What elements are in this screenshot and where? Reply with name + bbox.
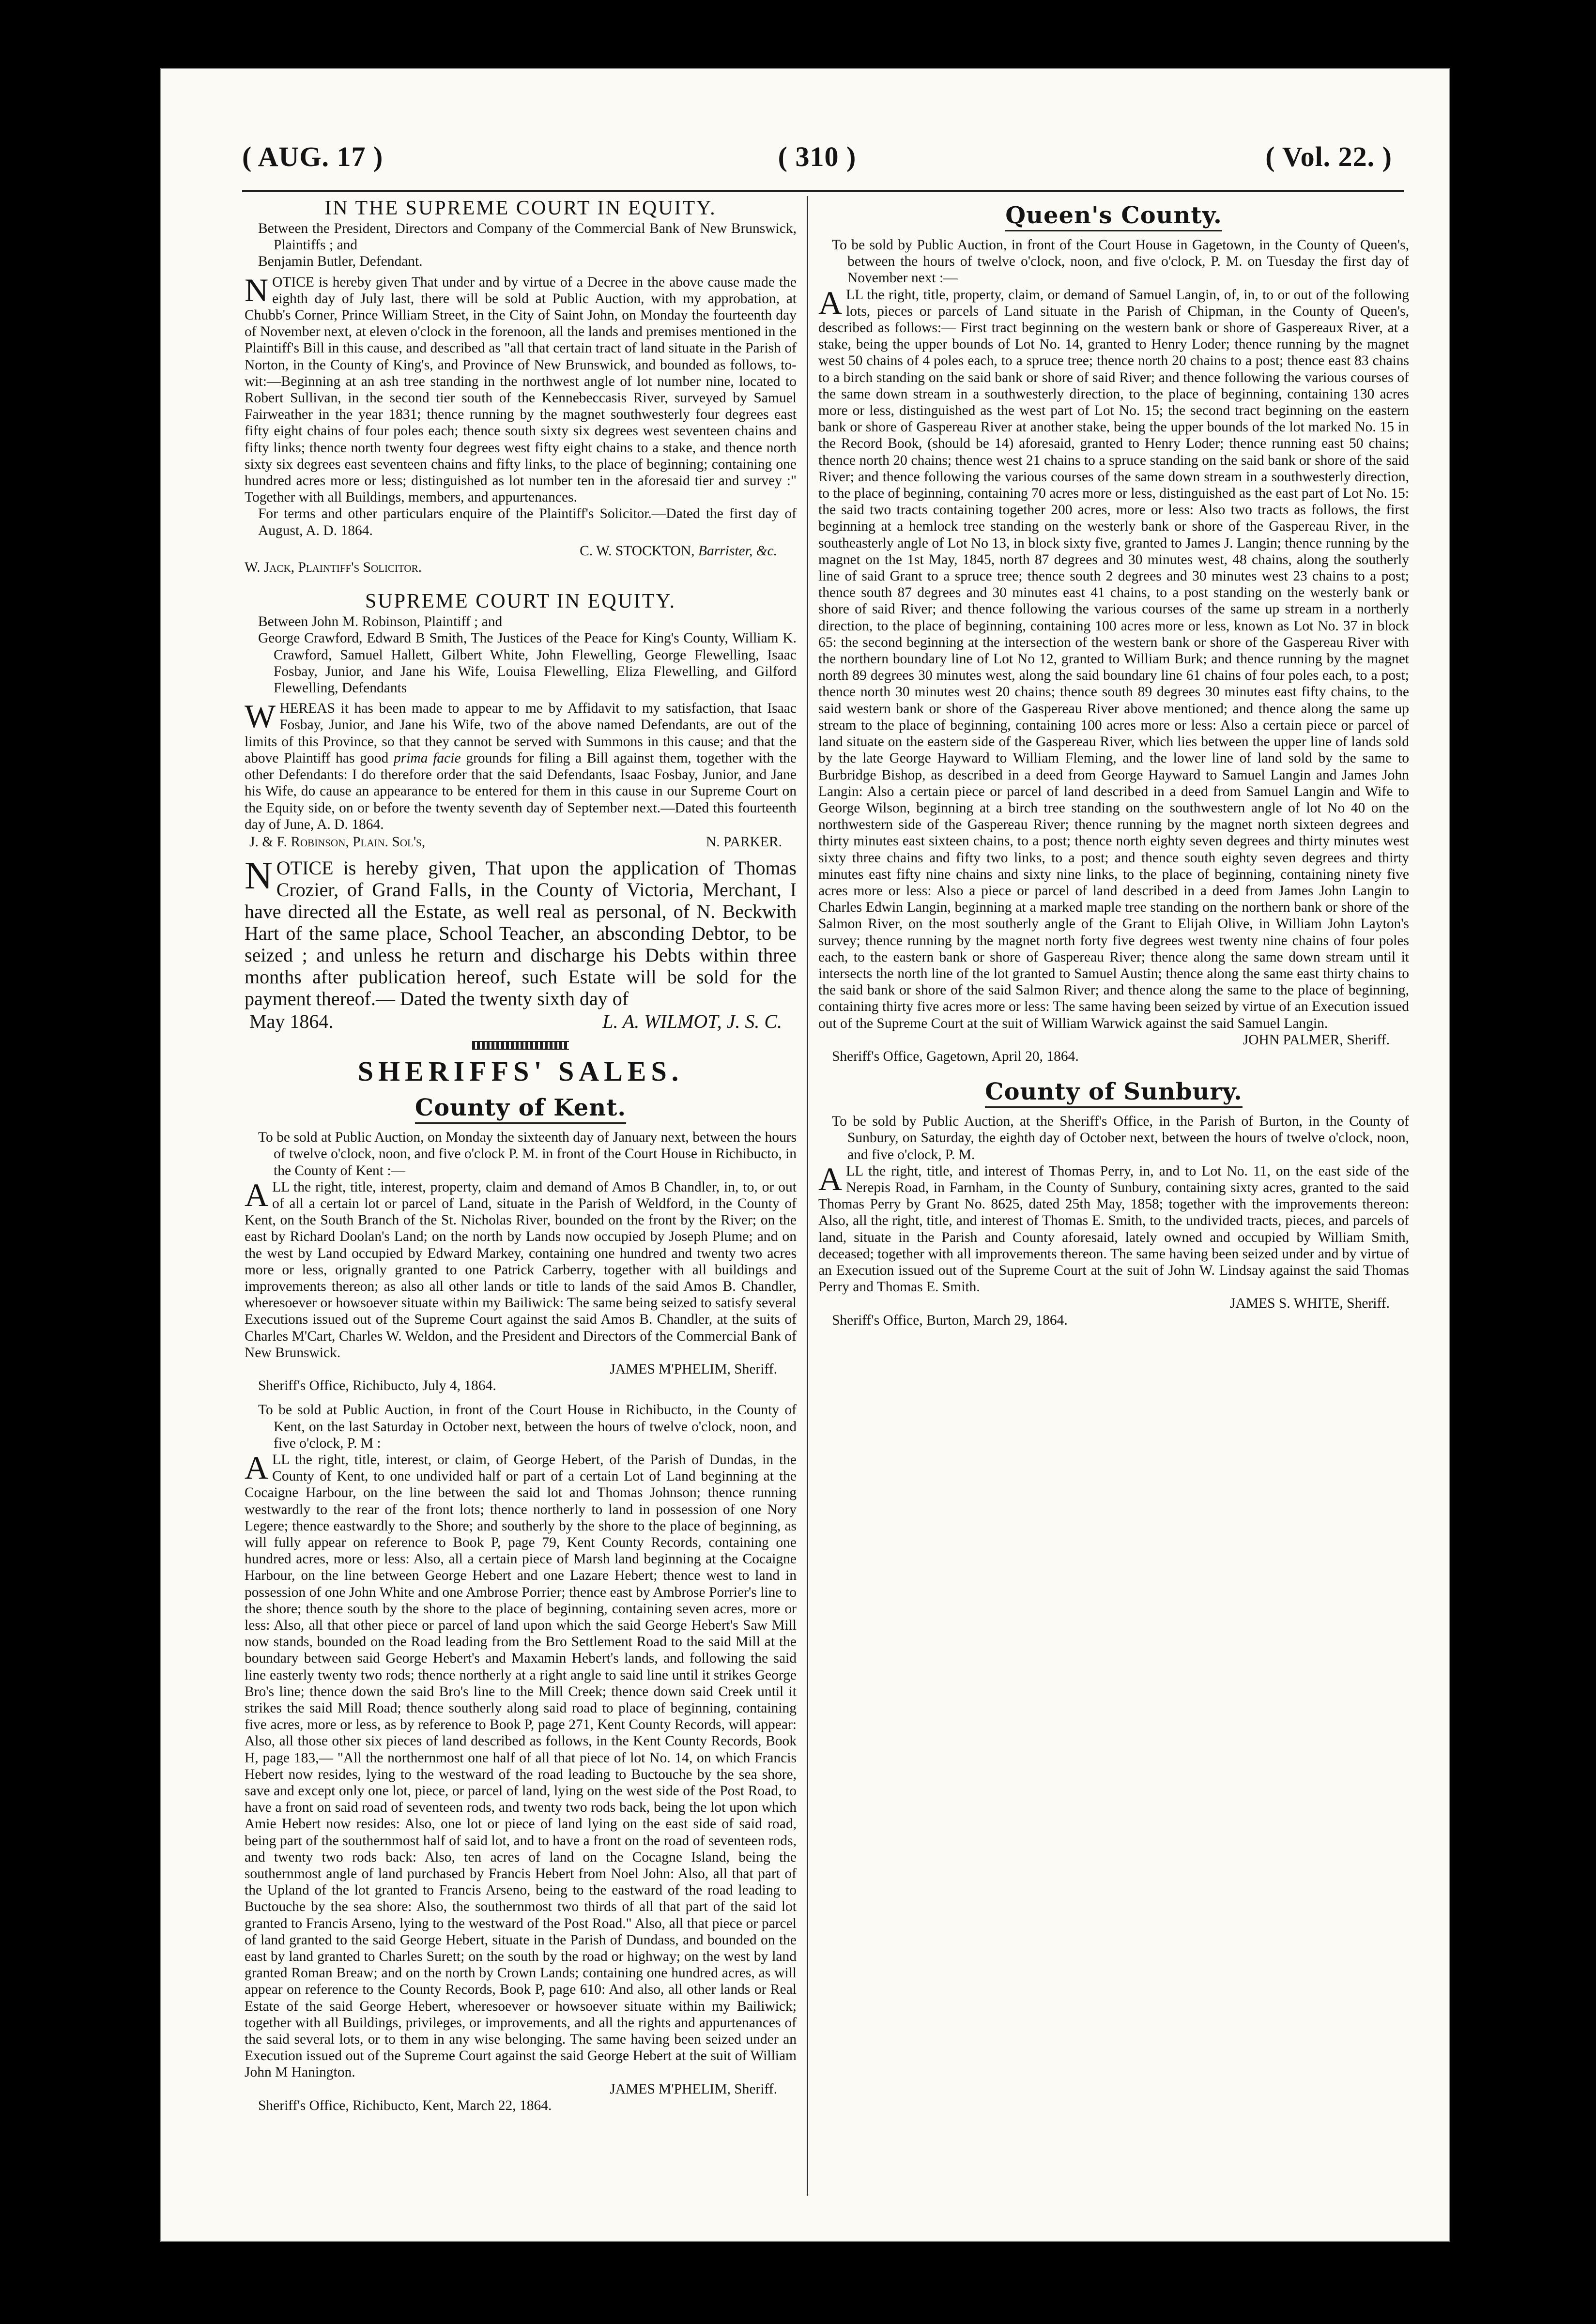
drop-initial: N bbox=[245, 855, 273, 898]
notice-terms: For terms and other particulars enquire of the Plaintiff's Solicitor.—Dated the first day of August, A. D. 1864. bbox=[258, 506, 797, 538]
page-header bbox=[242, 140, 1392, 179]
left-column bbox=[245, 196, 797, 2196]
drop-initial: A bbox=[818, 1160, 843, 1197]
notice-solicitor: W. Jack, Plaintiff's Solicitor. bbox=[245, 560, 422, 576]
county-heading-kent: County of Kent. bbox=[245, 1092, 797, 1123]
notice-heading: IN THE SUPREME COURT IN EQUITY. bbox=[324, 197, 717, 219]
notice-signature-row bbox=[245, 834, 797, 850]
sale-body: ALL the right, title, and interest of Thomas Perry, in, and to Lot No. 11, on the east side of the Nerepis Road, in Farnham, in the County of Sunbury, containing sixty acres, granted to the said Thomas Perry by Grant No. 8625, dated 25th May, 1858; together with the improvements thereon: Also, all the right, title, and interest of Thomas E. Smith, to the undivided tracts, pieces, and parcels of land, situate in the Parish and County aforesaid, lately owned and occupied by William Smith, deceased; together with all improvements thereon. The same having been seized under and by virtue of an Execution issued out of the Supreme Court at the suit of John W. Lindsay against the said Thomas Perry and Thomas E. Smith. bbox=[818, 1160, 1409, 1295]
notice-signer: N. PARKER. bbox=[706, 834, 782, 850]
sale-intro: To be sold by Public Auction, at the Sheriff's Office, in the Parish of Burton, in the County of Sunbury, on Saturday, the eighth day of October next, between the hours of twelve o'clock, noon, and five o'clock, P. M. bbox=[832, 1114, 1409, 1162]
sale-office: Sheriff's Office, Richibucto, July 4, 1864. bbox=[258, 1378, 496, 1394]
county-heading-queens: Queen's County. bbox=[818, 200, 1409, 231]
notice-signature-row bbox=[245, 1010, 797, 1032]
equity-notice-robinson bbox=[245, 589, 797, 850]
newspaper-page bbox=[160, 68, 1450, 2242]
notice-parties: Between the President, Directors and Company of the Commercial Bank of New Brunswick, Plaintiffs ; and bbox=[258, 221, 797, 253]
sale-signer: JOHN PALMER, Sheriff. bbox=[1243, 1032, 1390, 1048]
equity-notice-commercial-bank bbox=[245, 196, 797, 576]
notice-heading: SUPREME COURT IN EQUITY. bbox=[365, 590, 676, 613]
right-column bbox=[818, 196, 1409, 2196]
queens-sale-langin bbox=[818, 237, 1409, 1065]
kent-sale-hebert bbox=[245, 1402, 797, 2114]
sale-office: Sheriff's Office, Burton, March 29, 1864. bbox=[832, 1312, 1068, 1328]
sale-signer: JAMES M'PHELIM, Sheriff. bbox=[610, 1361, 777, 1377]
notice-defendant: Benjamin Butler, Defendant. bbox=[258, 254, 423, 270]
drop-initial: N bbox=[245, 271, 269, 308]
notice-defendants: George Crawford, Edward B Smith, The Justices of the Peace for King's County, William K. Crawford, Samuel Hallett, Gilbert White, John Flewelling, George Flewelling, Isaac Fosbay, Junior, and Jane his Wife, Louisa Flewelling, Eliza Flewelling, and Gilford Flewelling, Defendants bbox=[258, 630, 797, 696]
drop-initial: A bbox=[245, 1176, 269, 1213]
drop-initial: W bbox=[245, 698, 276, 735]
sale-body: ALL the right, title, interest, property, claim and demand of Amos B Chandler, in, to, or out of all a certain lot or parcel of Land, situate in the Parish of Weldford, in the County of Kent, on the South Branch of the St. Nicholas River, bounded on the front by the River; on the east by Richard Doolan's Land; on the north by Lands now occupied by Joseph Plume; and on the west by Land occupied by Edward Markey, containing one hundred and twenty two acres more or less, orignally granted to one Patrick Carberry, together with all buildings and improvements thereon; as also all other lands or title to lands of the said Amos B. Chandler, wheresoever or howsoever situate within my Bailiwick: The same being seized to satisfy several Executions issued out of the Supreme Court against the said Amos B. Chandler, at the suits of Charles M'Cart, Charles W. Weldon, and the President and Directors of the Commercial Bank of New Brunswick. bbox=[245, 1176, 797, 1361]
sale-office: Sheriff's Office, Richibucto, Kent, March 22, 1864. bbox=[258, 2097, 552, 2113]
volume-number: ( Vol. 22. ) bbox=[1265, 141, 1392, 172]
sale-signer: JAMES M'PHELIM, Sheriff. bbox=[610, 2081, 777, 2097]
header-rule bbox=[242, 190, 1404, 192]
drop-initial: A bbox=[818, 284, 843, 321]
ornamental-rule bbox=[472, 1041, 569, 1050]
notice-signer: L. A. WILMOT, J. S. C. bbox=[602, 1010, 782, 1033]
sale-intro: To be sold at Public Auction, on Monday the sixteenth day of January next, between the hours of twelve o'clock, noon, and five o'clock P. M. in front of the Court House in Richibucto, in the County of Kent :— bbox=[258, 1130, 797, 1178]
county-heading-sunbury: County of Sunbury. bbox=[818, 1076, 1409, 1107]
sale-office: Sheriff's Office, Gagetown, April 20, 1864. bbox=[832, 1048, 1079, 1064]
notice-body: WHEREAS it has been made to appear to me by Affidavit to my satisfaction, that Isaac Fosbay, Junior, and Jane his Wife, two of the above named Defendants, are out of the limits of this Province, so that they cannot be served with Summons in this cause; and that the above Plaintiff has good prima facie grounds for filing a Bill against them, together with the other Defendants: I do therefore order that the said Defendants, Isaac Fosbay, Junior, and Jane his Wife, do cause an appearance to be entered for them in this cause in our Supreme Court on the Equity side, on or before the twenty seventh day of September next.—Dated this fourteenth day of June, A. D. 1864. bbox=[245, 698, 797, 832]
sale-signer: JAMES S. WHITE, Sheriff. bbox=[1230, 1296, 1390, 1312]
drop-initial: A bbox=[245, 1449, 269, 1486]
sunbury-sale-perry bbox=[818, 1113, 1409, 1329]
issue-date: ( AUG. 17 ) bbox=[242, 141, 384, 172]
sale-intro: To be sold at Public Auction, in front of the Court House in Richibucto, in the County of Kent, on the last Saturday in October next, between the hours of twelve o'clock, noon, and five o'clock, P. M : bbox=[258, 1402, 797, 1451]
sale-intro: To be sold by Public Auction, in front of the Court House in Gagetown, in the County of Queen's, between the hours of twelve o'clock, noon, and five o'clock, P. M. on Tuesday the first day of November next :— bbox=[832, 237, 1409, 286]
notice-body: NOTICE is hereby given That under and by virtue of a Decree in the above cause made the eighth day of July last, there will be sold at Public Auction, with my approbation, at Chubb's Corner, Prince William Street, in the City of Saint John, on Monday the fourteenth day of November next, at eleven o'clock in the forenoon, all the lands and premises mentioned in the Plaintiff's Bill in this cause, and described as "all that certain tract of land situate in the Parish of Norton, in the County of King's, and Province of New Brunswick, and bounded as follows, to-wit:—Beginning at an ash tree standing in the northwest angle of lot number nine, located to Robert Sullivan, in the second tier south of the Kennebeccasis River, surveyed by Samuel Fairweather in the year 1831; thence running by the magnet southwesterly four degrees east fifty eight chains of four poles each; thence south sixty six degrees west seventeen chains and fifty links; thence north twenty four degrees west fifty eight chains to a stake, and thence north sixty six degrees east seventeen chains and fifty links, to the place of beginning; containing one hundred acres more or less; distinguished as lot number ten in the aforesaid tier and survey :" Together with all Buildings, members, and appurtenances. bbox=[245, 271, 797, 505]
notice-date: May 1864. bbox=[249, 1010, 334, 1033]
notice-parties: Between John M. Robinson, Plaintiff ; and bbox=[258, 614, 503, 630]
sheriffs-sales-heading: SHERIFFS' SALES. bbox=[357, 1055, 684, 1087]
absconding-debtor-notice bbox=[245, 857, 797, 1032]
kent-sale-chandler bbox=[245, 1129, 797, 1394]
page-number: ( 310 ) bbox=[778, 141, 857, 172]
notice-solicitor: J. & F. Robinson, Plain. Sol's, bbox=[249, 834, 426, 850]
sale-body: ALL the right, title, property, claim, or demand of Samuel Langin, of, in, to or out of the following lots, pieces or parcels of Land situate in the Parish of Chipman, in the County of Queen's, described as follows:— First tract beginning on the western bank or shore of Gaspereaux River, at a stake, being the upper bounds of Lot No. 14, granted to Henry Loder; thence running by the magnet west 50 chains of 4 poles each, to a spruce tree; thence north 20 chains to a post; thence east 83 chains to a birch standing on the said bank or shore of said River; and thence following the various courses of the same down stream in a southwesterly direction, to the place of beginning, containing 130 acres more or less, distinguished as the west part of Lot No. 15; the second tract beginning on the eastern bank or shore of Gaspereau River at another stake, being the upper bounds of the lot marked No. 15 in the Record Book, (should be 14) aforesaid, granted to Henry Loder; thence running east 50 chains; thence north 20 chains; thence west 21 chains to a spruce standing on the said bank or shore of the said River; and thence following the various courses of the same down stream in a southwesterly direction, to the place of beginning, containing 70 acres more or less, distinguished as the east part of Lot No. 15: the said two tracts containing together 200 acres, more or less: Also two tracts as follows, the first beginning at a hemlock tree standing on the westerly bank or shore of the Gaspereau River, in the southeasterly angle of Lot No 13, in block sixty five, granted to James J. Langin; thence running by the magnet on the 1st May, 1845, north 87 degrees and 30 minutes west, 48 chains, along the southerly line of said Grant to a spruce tree; thence south 2 degrees and 30 minutes west 23 chains to a post; thence south 87 degrees and 30 minutes east 41 chains, to a post standing on the westerly bank or shore of said River; and thence following the various courses of the same up stream in a northerly direction, to the place of beginning, containing 100 acres more or less, known as Lot No. 37 in block 65: the second beginning at the intersection of the western bank or shore of the Gaspereau River with the northern boundary line of Lot No 12, granted to William Burk; and thence running by the magnet north 89 degrees 30 minutes west, along the said boundary line 61 chains of four poles each, to a post; thence north 30 minutes west 20 chains; thence south 89 degrees 30 minutes east fifty chains, to the said western bank or shore of the Gaspereau River above mentioned; and thence along the same up stream to the place of beginning, containing 100 acres more or less: Also a certain piece or parcel of land situate on the eastern side of the Gaspereau River, which lies between the upper line of lands sold by the late George Hayward to William Fleming, and the lower line of land sold by the same to Burbridge Bishop, as described in a deed from George Hayward to Samuel Langin and James John Langin: Also a certain piece or parcel of land described in a deed from Samuel Langin and Wife to George Wilson, beginning at a birch tree standing on the southwestern angle of lot No 40 on the northwestern side of the Gaspereau River; thence running by the magnet north sixteen degrees and thirty minutes east sixteen chains, to a post; thence north eighty seven degrees and thirty minutes west sixty three chains and fifty two links, to a post; and thence south eighty seven degrees and thirty minutes east fifty nine chains and sixty nine links, to the place of beginning, containing ninety five acres more or less: Also a piece or parcel of land described in a deed from James John Langin to Charles Edwin Langin, beginning at a marked maple tree standing on the northern bank or shore of the Salmon River, on the most southerly angle of the Grant to Elijah Olive, in William John Layton's survey; thence running by the magnet north forty five degrees west twenty nine chains of four poles each, to the eastern bank or shore of Gaspereau River; thence along the same down stream until it intersects the north line of the lot granted to Samuel Austin; thence along the same east thirty chains to the said bank or shore of the said Salmon River; and thence along the same to the place of beginning, containing thirty five acres more or less: The same having been seized by virtue of an Execution issued out of the Supreme Court at the suit of William Warwick against the said Samuel Langin. bbox=[818, 284, 1409, 1031]
column-divider bbox=[807, 196, 808, 2196]
sale-body: ALL the right, title, interest, or claim, of George Hebert, of the Parish of Dundas, in the County of Kent, to one undivided half or part of a certain Lot of Land beginning at the Cocaigne Harbour, on the line between the said lot and Thomas Johnson; thence running westwardly to the rear of the front lots; thence northerly to land in possession of one Nory Legere; thence eastwardly to the Shore; and southerly by the shore to the place of beginning, as will fully appear on reference to Book P, page 79, Kent County Records, containing one hundred acres, more or less: Also, all a certain piece of Marsh land beginning at the Cocaigne Harbour, on the line between George Hebert and one Lazare Hebert; thence west to land in possession of one John White and one Ambrose Porrier; thence east by Ambrose Porrier's line to the shore; thence south by the shore to the place of beginning, containing seven acres, more or less: Also, all that other piece or parcel of land upon which the said George Hebert's Saw Mill now stands, bounded on the Road leading from the Bro Settlement Road to the said Mill at the boundary between said George Hebert's and Maxamin Hebert's lands, and following the said line easterly twenty two rods; thence northerly at a right angle to said line until it strikes George Bro's line; thence down the said Bro's line to the Mill Creek; thence down said Creek until it strikes the said Mill Road; thence southerly along said road to place of beginning, containing five acres, more or less, as by reference to Book P, page 271, Kent County Records, will appear: Also, all those other six pieces of land described as follows, in the Kent County Records, Book H, page 183,— "All the northernmost one half of all that piece of lot No. 14, on which Francis Hebert now resides, lying to the westward of the road leading to Buctouche by the sea shore, save and except only one lot, piece, or parcel of land, lying on the west side of the Post Road, to have a front on said road of seventeen rods, and twenty two rods back, being the lot upon which Amie Hebert now resides: Also, one lot or piece of land lying on the east side of said road, being part of the southernmost half of said lot, and to have a front on the road of seventeen rods, and twenty two rods back: Also, ten acres of land on the Cocagne Island, being the southernmost angle of land purchased by Francis Hebert from Noel John: Also, all that part of the Upland of the lot granted to Francis Arseno, being to the eastward of the road leading to Buctouche by the sea shore: Also, the southernmost two thirds of all that part of the said lot granted to Francis Arseno, lying to the westward of the Post Road." Also, all that piece or parcel of land granted to the said George Hebert, situate in the Parish of Dundass, and bounded on the east by land granted to Charles Surett; on the south by the road or highway; on the west by land granted Roman Breaw; and on the north by Crown Lands; containing one hundred acres, as will appear on reference to the County Records, Book P, page 610: And also, all other lands or Real Estate of the said George Hebert, wheresoever or howsoever situate within my Bailiwick; together with all Buildings, privileges, or improvements, and all the rights and appurtenances of the said several lots, or to them in any wise belonging. The same having been seized under an Execution issued out of the Supreme Court against the said George Hebert at the suit of William John M Hanington. bbox=[245, 1449, 797, 2080]
notice-body: NOTICE is hereby given, That upon the application of Thomas Crozier, of Grand Falls, in the County of Victoria, Merchant, I have directed all the Estate, as well real as personal, of N. Beckwith Hart of the same place, School Teacher, an absconding Debtor, to be seized ; and unless he return and discharge his Debts within three months after publication hereof, such Estate will be sold for the payment thereof.— Dated the twenty sixth day of bbox=[245, 855, 797, 1010]
notice-signer: C. W. STOCKTON, Barrister, &c. bbox=[580, 543, 777, 559]
